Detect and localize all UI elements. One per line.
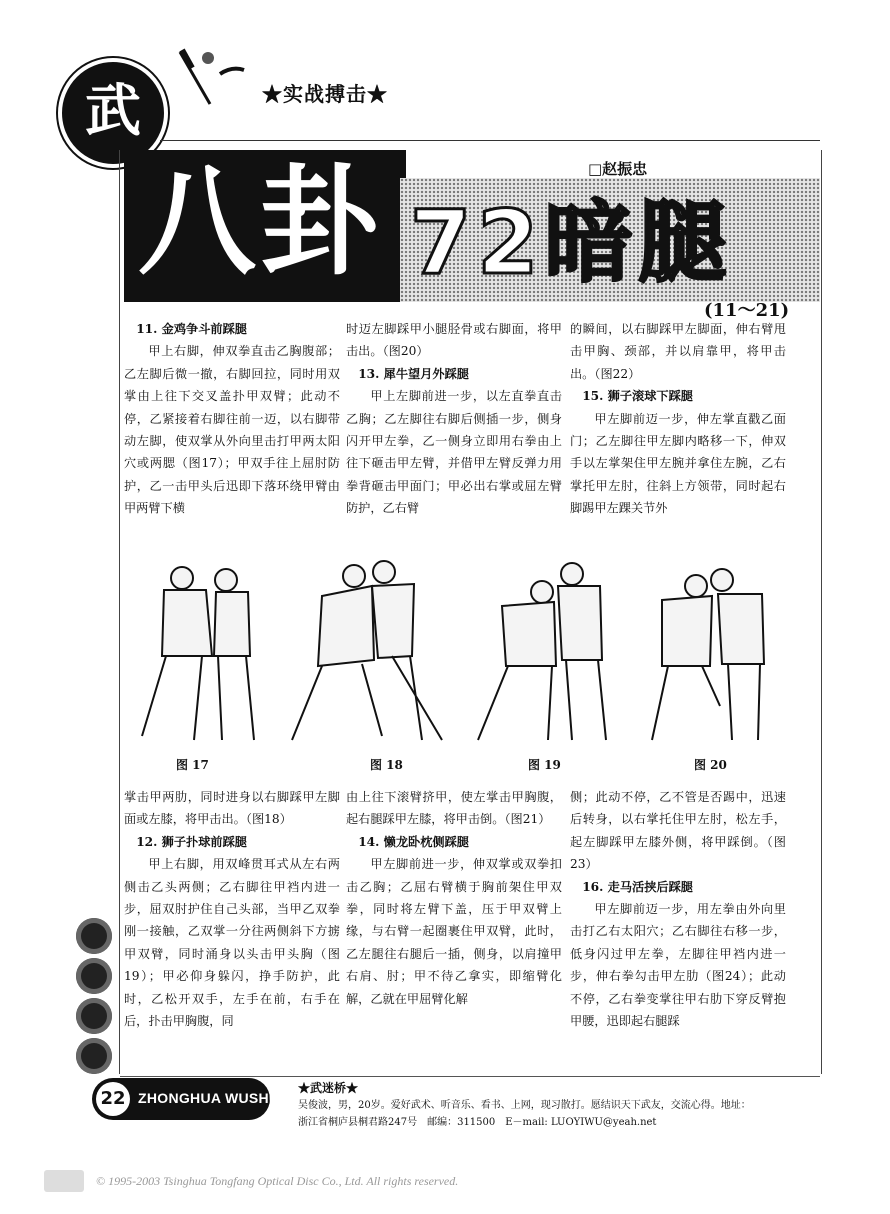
footer-rule [120, 1076, 820, 1077]
body-paragraph: 掌击甲两肋，同时进身以右脚踩甲左脚面或左膝，将甲击出。（图18） [124, 790, 340, 827]
column-1-top [124, 318, 340, 520]
section-heading: 16. 走马活挟后踩腿 [582, 879, 693, 894]
brush-decoration-icon [170, 44, 250, 114]
figure-20-caption: 图 20 [694, 758, 727, 772]
body-paragraph: 侧；此动不停，乙不管是否踢中，迅速后转身，以右掌托住甲左肘，松左手，起左脚踩甲左膝外侧，将甲踩倒。（图23） [570, 790, 786, 872]
body-paragraph: 甲上右脚，用双峰贯耳式从左右两侧击乙头两侧；乙右脚往甲裆内进一步，屈双肘护住自己头部，当甲乙双拳刚一接触，乙双掌一分往两侧斜下方掳甲双臂，同时涌身以头击甲头胸（图19）；甲必仰身躲闪，挣手防护，此时，乙松开双手，左手在前，右手在后，扑击甲胸腹，同 [124, 857, 340, 1029]
body-paragraph: 甲左脚前迈一步，伸左掌直戳乙面门；乙左脚往甲左脚内略移一下，伸双手以左掌架住甲左腕并拿住左腕，乙右掌托甲左肘，往斜上方领带，同时起右脚踢甲左踝关节外 [570, 411, 786, 516]
column-3-bottom [570, 786, 786, 1032]
reader-bridge-title: ★武迷桥★ [298, 1081, 359, 1095]
martial-arts-illustrations [122, 556, 822, 752]
body-paragraph: 甲左脚前迈一步，用左拳由外向里击打乙右太阳穴；乙右脚往右移一步，低身闪过甲左拳，左脚往甲裆内进一步，伸右拳勾击甲左肋（图24）；此动不停，乙右拳变掌往甲右肋下穿反臂抱甲腰，迅即起右腿踩 [570, 902, 786, 1029]
body-paragraph: 甲上左脚前进一步，以左直拳直击乙胸；乙左脚往右脚后侧插一步，侧身闪开甲左拳，乙一侧身立即用右拳由上往下砸击甲左臂，并借甲左臂反弹力用拳背砸击甲面门；甲必出右掌或屈左臂防护，乙右臂 [346, 389, 562, 516]
header-rule [160, 140, 820, 141]
figure-20-illustration [652, 569, 764, 740]
section-heading: 12. 狮子扑球前踩腿 [136, 834, 247, 849]
figure-18-illustration [292, 561, 442, 740]
body-paragraph: 由上往下滚臂挤甲，使左掌击甲胸腹，起右腿踩甲左膝，将甲击倒。（图21） [346, 790, 562, 827]
title-sub: 72暗腿 [410, 191, 733, 294]
column-label: ★实战搏击★ [262, 82, 388, 106]
ornament-circle-icon [76, 998, 112, 1034]
reader-bridge-line: 吴俊波，男，20岁。爱好武术、听音乐、看书、上网，现习散打。愿结识天下武友，交流心得。地址： [298, 1100, 751, 1111]
section-heading: 13. 犀牛望月外踩腿 [358, 366, 469, 381]
reader-bridge-text [298, 1097, 818, 1131]
figure-17-illustration [142, 567, 254, 740]
column-3-top [570, 318, 786, 520]
body-paragraph: 甲左脚前进一步，伸双掌或双拳扣击乙胸；乙屈右臂横于胸前架住甲双拳，同时将左臂下盖，压于甲双臂上缘，与右臂一起圈裹住甲双臂，此时，乙左腿往右腿后一插，侧身，以肩撞甲右肩、肘；甲不待乙拿实，即缩臂化解，乙就在甲屈臂化解 [346, 857, 562, 1006]
section-heading: 14. 懒龙卧枕侧踩腿 [358, 834, 469, 849]
ornament-circle-icon [76, 1038, 112, 1074]
figure-18-caption: 图 18 [370, 758, 403, 772]
logo-char: 武 [85, 78, 141, 144]
publisher-logo-icon [44, 1170, 84, 1192]
magazine-name: ZHONGHUA WUSHU [138, 1090, 280, 1106]
page-number: 22 [96, 1082, 130, 1116]
figure-19-illustration [478, 563, 606, 740]
section-heading: 15. 狮子滚球下踩腿 [582, 389, 693, 404]
author: □赵振忠 [588, 160, 648, 178]
body-paragraph: 时迈左脚踩甲小腿胫骨或右脚面，将甲击出。（图20） [346, 322, 562, 359]
section-heading: 11. 金鸡争斗前踩腿 [136, 322, 247, 336]
ornament-circle-icon [76, 918, 112, 954]
figure-19-caption: 图 19 [528, 758, 561, 772]
copyright-notice: © 1995-2003 Tsinghua Tongfang Optical Disc Co., Ltd. All rights reserved. [96, 1174, 459, 1188]
series-range: (11～21) [704, 300, 790, 321]
reader-bridge-line: 浙江省桐庐县桐君路247号 邮编：311500 E－mail: LUOYIWU@yeah.net [298, 1117, 657, 1128]
body-paragraph: 甲上右脚，伸双拳直击乙胸腹部；乙左脚后微一撤，右脚回拉，同时用双掌由上往下交叉盖扑甲双臂；此动不停，乙紧接着右脚往前一迈，以右脚带动左脚，使双掌从外向里击打甲两太阳穴或两腮（图17）；甲双手往上屈肘防护，乙一击甲头后迅即下落环绕甲臂由甲两臂下横 [124, 344, 340, 516]
left-rule [119, 150, 120, 1074]
ornament-circle-icon [76, 958, 112, 994]
column-2-top [346, 318, 562, 520]
column-2-bottom [346, 786, 562, 1010]
title-main: 八卦 [138, 153, 383, 291]
body-paragraph: 的瞬间，以右脚踩甲左脚面，伸右臂甩击甲胸、颈部，并以肩靠甲，将甲击出。（图22） [570, 322, 786, 381]
margin-decoration [72, 918, 116, 1078]
figure-17-caption: 图 17 [176, 758, 209, 772]
column-1-bottom [124, 786, 340, 1032]
